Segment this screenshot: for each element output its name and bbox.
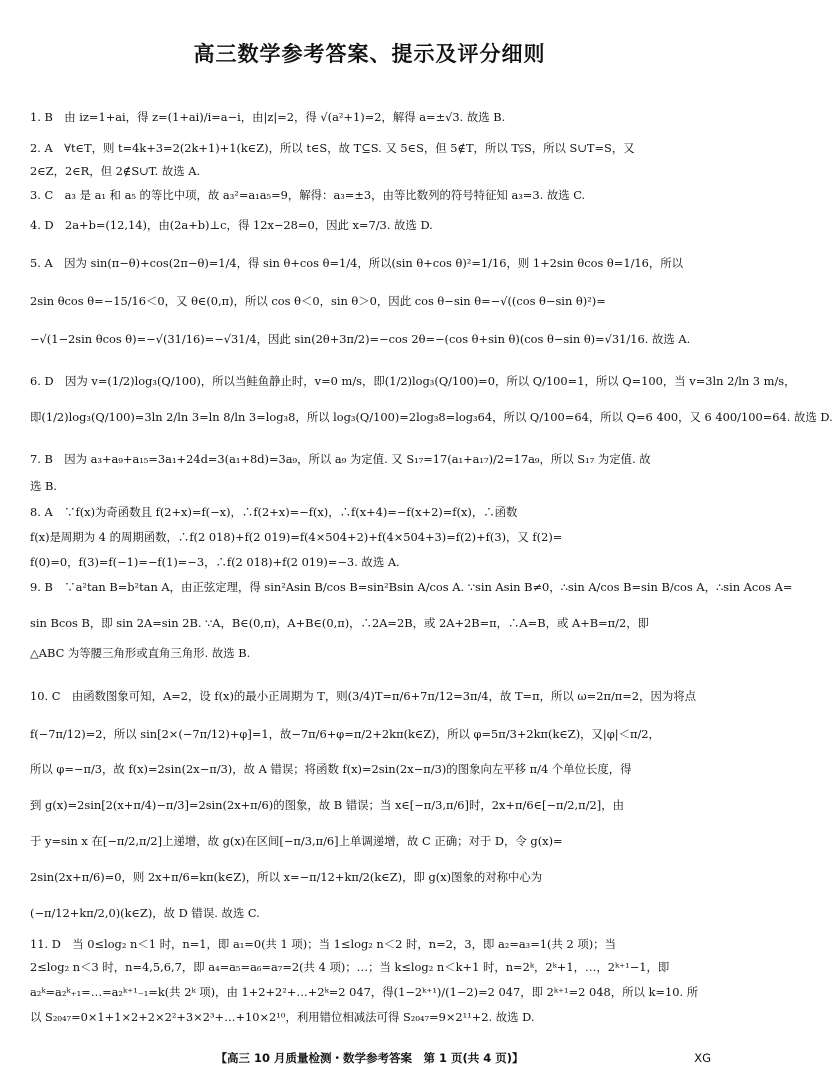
- answer-line: 4. D 2a+b=(12,14)，由(2a+b)⊥c，得 12x−28=0，因此 x=7/3. 故选 D.: [30, 218, 433, 232]
- answer-line: 所以 φ=−π/3，故 f(x)=2sin(2x−π/3)，故 A 错误；将函数 f(x)=2sin(2x−π/3)的图象向左平移 π/4 个单位长度，得: [30, 762, 632, 776]
- answer-6: [30, 374, 833, 424]
- answer-line: 9. B ∵a²tan B=b²tan A，由正弦定理，得 sin²Asin B/cos B=sin²Bsin A/cos A. ∵sin Asin B≠0，∴sin A/cos B=sin B/cos A，∴sin Acos A=: [30, 580, 793, 594]
- page-footer: 【高三 10 月质量检测・数学参考答案 第 1 页(共 4 页)】: [215, 1051, 524, 1065]
- answer-line: 6. D 因为 v=(1/2)log₃(Q/100)，所以当鲑鱼静止时，v=0 m/s，即(1/2)log₃(Q/100)=0，所以 Q/100=1，所以 Q=100，当 v=3ln 2/ln 3 m/s，: [30, 374, 796, 388]
- answer-line: 5. A 因为 sin(π−θ)+cos(2π−θ)=1/4，得 sin θ+cos θ=1/4，所以(sin θ+cos θ)²=1/16，则 1+2sin θcos θ=1/16，所以: [30, 256, 684, 270]
- answer-line: f(−7π/12)=2，所以 sin[2×(−7π/12)+φ]=1，故−7π/6+φ=π/2+2kπ(k∈Z)，所以 φ=5π/3+2kπ(k∈Z)，又|φ|＜π/2，: [30, 727, 660, 741]
- answer-8: [30, 505, 714, 569]
- answer-line: 8. A ∵f(x)为奇函数且 f(2+x)=f(−x)，∴f(2+x)=−f(x)，∴f(x+4)=−f(x+2)=f(x)，∴函数: [30, 505, 518, 519]
- answer-2: [30, 141, 714, 178]
- answer-9: [30, 580, 793, 660]
- answer-1: [30, 110, 714, 124]
- answer-line: −√(1−2sin θcos θ)=−√(31/16)=−√31/4，因此 sin(2θ+3π/2)=−cos 2θ=−(cos θ+sin θ)(cos θ−sin θ)=√31/16. 故选 A.: [30, 332, 691, 346]
- answer-line: a₂ᵏ=a₂ᵏ₊₁=…=a₂ᵏ⁺¹₋₁=k(共 2ᵏ 项)，由 1+2+2²+…+2ᵏ=2 047，得(1−2ᵏ⁺¹)/(1−2)=2 047，即 2ᵏ⁺¹=2 048，所以 k=10. 所: [30, 985, 699, 999]
- answer-line: 11. D 当 0≤log₂ n＜1 时，n=1，即 a₁=0(共 1 项)；当 1≤log₂ n＜2 时，n=2，3，即 a₂=a₃=1(共 2 项)；当: [30, 937, 616, 951]
- footer-code: XG: [694, 1051, 711, 1065]
- answer-line: △ABC 为等腰三角形或直角三角形. 故选 B.: [30, 646, 251, 660]
- answer-line: f(x)是周期为 4 的周期函数，∴f(2 018)+f(2 019)=f(4×504+2)+f(4×504+3)=f(2)+f(3)，又 f(2)=: [30, 530, 563, 544]
- answer-line: 1. B 由 iz=1+ai，得 z=(1+ai)/i=a−i，由|z|=2，得 √(a²+1)=2，解得 a=±√3. 故选 B.: [30, 110, 506, 124]
- answer-line: 以 S₂₀₄₇=0×1+1×2+2×2²+3×2³+…+10×2¹⁰，利用错位相减法可得 S₂₀₄₇=9×2¹¹+2. 故选 D.: [30, 1010, 535, 1024]
- answer-3: [30, 188, 714, 202]
- answer-line: 2sin(2x+π/6)=0，则 2x+π/6=kπ(k∈Z)，所以 x=−π/12+kπ/2(k∈Z)，即 g(x)图象的对称中心为: [30, 870, 543, 884]
- answer-line: f(0)=0，f(3)=f(−1)=−f(1)=−3，∴f(2 018)+f(2 019)=−3. 故选 A.: [30, 555, 400, 569]
- answer-line: 2∈Z，2∈R，但 2∉S∪T. 故选 A.: [30, 164, 201, 178]
- page-title: 高三数学参考答案、提示及评分细则: [193, 42, 546, 66]
- answer-4: [30, 218, 714, 232]
- answer-line: 于 y=sin x 在[−π/2,π/2]上递增，故 g(x)在区间[−π/3,π/6]上单调递增，故 C 正确；对于 D，令 g(x)=: [30, 834, 563, 848]
- answer-5: [30, 256, 714, 346]
- answer-line: 即(1/2)log₃(Q/100)=3ln 2/ln 3=ln 8/ln 3=log₃8，所以 log₃(Q/100)=2log₃8=log₃64，所以 Q/100=64，所以 Q=6 400，又 6 400/100=64. 故选 D.: [30, 410, 833, 424]
- answer-line: 10. C 由函数图象可知，A=2，设 f(x)的最小正周期为 T，则(3/4)T=π/6+7π/12=3π/4，故 T=π，所以 ω=2π/π=2，因为将点: [30, 689, 697, 703]
- answer-line: (−π/12+kπ/2,0)(k∈Z)，故 D 错误. 故选 C.: [30, 906, 260, 920]
- answer-line: 2≤log₂ n＜3 时，n=4,5,6,7，即 a₄=a₅=a₆=a₇=2(共 4 项)；…；当 k≤log₂ n＜k+1 时，n=2ᵏ，2ᵏ+1，…，2ᵏ⁺¹−1，即: [30, 960, 670, 974]
- answer-line: sin Bcos B，即 sin 2A=sin 2B. ∵A，B∈(0,π)，A+B∈(0,π)，∴2A=2B，或 2A+2B=π，∴A=B，或 A+B=π/2，即: [30, 616, 650, 630]
- answer-line: 7. B 因为 a₃+a₉+a₁₅=3a₁+24d=3(a₁+8d)=3a₉，所以 a₉ 为定值. 又 S₁₇=17(a₁+a₁₇)/2=17a₉，所以 S₁₇ 为定值. 故: [30, 452, 651, 466]
- answer-10: [30, 689, 714, 920]
- answer-11: [30, 937, 714, 1024]
- answer-line: 2. A ∀t∈T，则 t=4k+3=2(2k+1)+1(k∈Z)，所以 t∈S，故 T⊆S. 又 5∈S，但 5∉T，所以 T⫋S，所以 S∪T=S，又: [30, 141, 635, 155]
- answer-line: 2sin θcos θ=−15/16＜0，又 θ∈(0,π)，所以 cos θ＜0，sin θ＞0，因此 cos θ−sin θ=−√((cos θ−sin θ)²)=: [30, 294, 606, 308]
- answer-line: 到 g(x)=2sin[2(x+π/4)−π/3]=2sin(2x+π/6)的图象，故 B 错误；当 x∈[−π/3,π/6]时，2x+π/6∈[−π/2,π/2]，由: [30, 798, 624, 812]
- answer-line: 3. C a₃ 是 a₁ 和 a₅ 的等比中项，故 a₃²=a₁a₅=9，解得：a₃=±3，由等比数列的符号特征知 a₃=3. 故选 C.: [30, 188, 586, 202]
- answer-line: 选 B.: [30, 479, 58, 493]
- answer-7: [30, 452, 714, 493]
